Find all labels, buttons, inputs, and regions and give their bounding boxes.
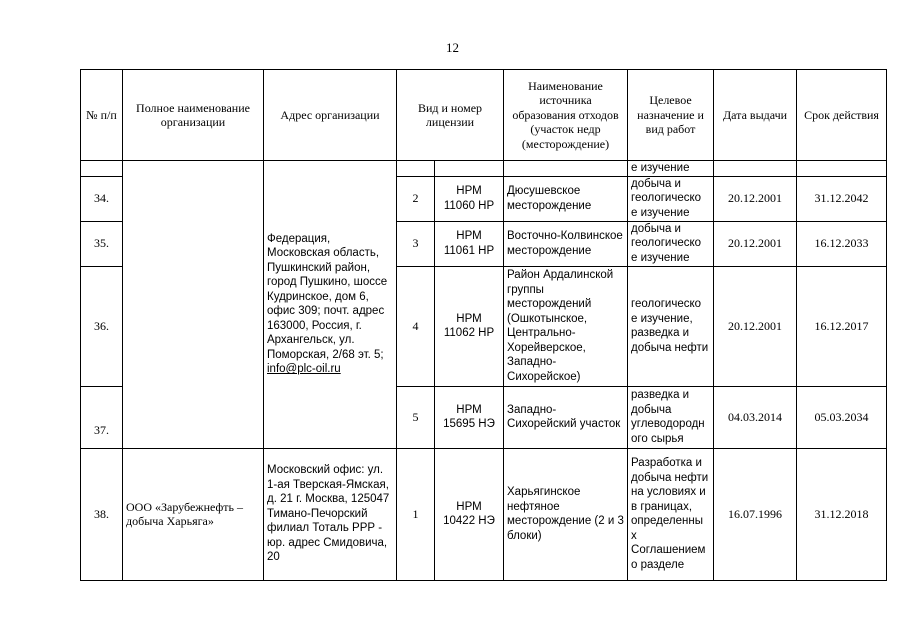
license-type: НРМ bbox=[456, 312, 482, 325]
purpose-cell: добыча и геологическо е изучение bbox=[628, 221, 714, 266]
header-validity: Срок действия bbox=[797, 70, 887, 161]
validity-cell: 16.12.2017 bbox=[797, 266, 887, 386]
purpose-continuation: е изучение bbox=[628, 161, 714, 177]
source-cell: Дюсушевское месторождение bbox=[504, 176, 628, 221]
row-sub: 1 bbox=[397, 448, 435, 580]
source-cell: Восточно-Колвинское месторождение bbox=[504, 221, 628, 266]
license-cell bbox=[435, 386, 504, 448]
row-sub: 3 bbox=[397, 221, 435, 266]
licenses-table bbox=[80, 69, 887, 581]
row-sub: 4 bbox=[397, 266, 435, 386]
address-cell-pls bbox=[264, 161, 397, 449]
issue-date-cell: 20.12.2001 bbox=[714, 266, 797, 386]
header-num: № п/п bbox=[81, 70, 123, 161]
license-type: НРМ bbox=[456, 500, 482, 513]
license-number: 11062 НР bbox=[443, 327, 495, 339]
header-source: Наименование источника образования отходов (участок недр (месторождение) bbox=[504, 70, 628, 161]
purpose-cell: разведка и добыча углеводородн ого сырья bbox=[628, 386, 714, 448]
issue-date-cell: 16.07.1996 bbox=[714, 448, 797, 580]
header-purpose: Целевое назначение и вид работ bbox=[628, 70, 714, 161]
license-type: НРМ bbox=[456, 403, 482, 416]
validity-cell: 31.12.2018 bbox=[797, 448, 887, 580]
purpose-cell: добыча и геологическо е изучение bbox=[628, 176, 714, 221]
row-num: 37. bbox=[81, 386, 123, 448]
address-text: Федерация, Московская область, Пушкинский район, город Пушкино, шоссе Кудринское, дом 6, офис 309; почт. адрес 163000, Россия, г. Архангельск, ул. Поморская, 2/68 эт. 5; bbox=[267, 232, 388, 361]
page-number: 12 bbox=[446, 40, 459, 55]
email-link[interactable]: info@plc-oil.ru bbox=[267, 363, 341, 376]
table-header-row bbox=[81, 70, 887, 161]
address-cell: Московский офис: ул. 1-ая Тверская-Ямская, д. 21 г. Москва, 125047 Тимано-Печорский филиал Тоталь РРР - юр. адрес Смидовича, 20 bbox=[264, 448, 397, 580]
row-sub: 5 bbox=[397, 386, 435, 448]
issue-date-cell: 20.12.2001 bbox=[714, 221, 797, 266]
license-type: НРМ bbox=[456, 185, 482, 197]
license-number: 15695 НЭ bbox=[443, 418, 495, 430]
row-num: 34. bbox=[81, 176, 123, 221]
row-num: 38. bbox=[81, 448, 123, 580]
license-type: НРМ bbox=[456, 230, 482, 242]
header-license: Вид и номер лицензии bbox=[397, 70, 504, 161]
header-issue-date: Дата выдачи bbox=[714, 70, 797, 161]
source-cell: Харьягинское нефтяное месторождение (2 и 3 блоки) bbox=[504, 448, 628, 580]
license-number: 11061 НР bbox=[443, 244, 495, 257]
license-cell bbox=[435, 221, 504, 266]
table-row bbox=[81, 448, 887, 580]
purpose-cell: геологическо е изучение, разведка и добыча нефти bbox=[628, 266, 714, 386]
header-org-name: Полное наименование организации bbox=[123, 70, 264, 161]
license-cell bbox=[435, 176, 504, 221]
row-num: 36. bbox=[81, 266, 123, 386]
issue-date-cell: 20.12.2001 bbox=[714, 176, 797, 221]
license-cell bbox=[435, 266, 504, 386]
source-cell: Западно-Сихорейский участок bbox=[504, 386, 628, 448]
license-cell bbox=[435, 448, 504, 580]
org-name-cell: ООО «Зарубежнефть – добыча Харьяга» bbox=[123, 448, 264, 580]
row-sub: 2 bbox=[397, 176, 435, 221]
issue-date-cell: 04.03.2014 bbox=[714, 386, 797, 448]
validity-cell: 31.12.2042 bbox=[797, 176, 887, 221]
validity-cell: 05.03.2034 bbox=[797, 386, 887, 448]
source-cell: Район Ардалинской группы месторождений (Ошкотынское, Центрально-Хорейверское, Западно-Сихорейское) bbox=[504, 266, 628, 386]
table-row-continuation bbox=[81, 161, 887, 177]
purpose-cell: Разработка и добыча нефти на условиях и в границах, определенны х Соглашением о разделе bbox=[628, 448, 714, 580]
header-address: Адрес организации bbox=[264, 70, 397, 161]
license-number: 11060 НР bbox=[443, 199, 495, 212]
license-number: 10422 НЭ bbox=[443, 515, 495, 527]
validity-cell: 16.12.2033 bbox=[797, 221, 887, 266]
row-num: 35. bbox=[81, 221, 123, 266]
